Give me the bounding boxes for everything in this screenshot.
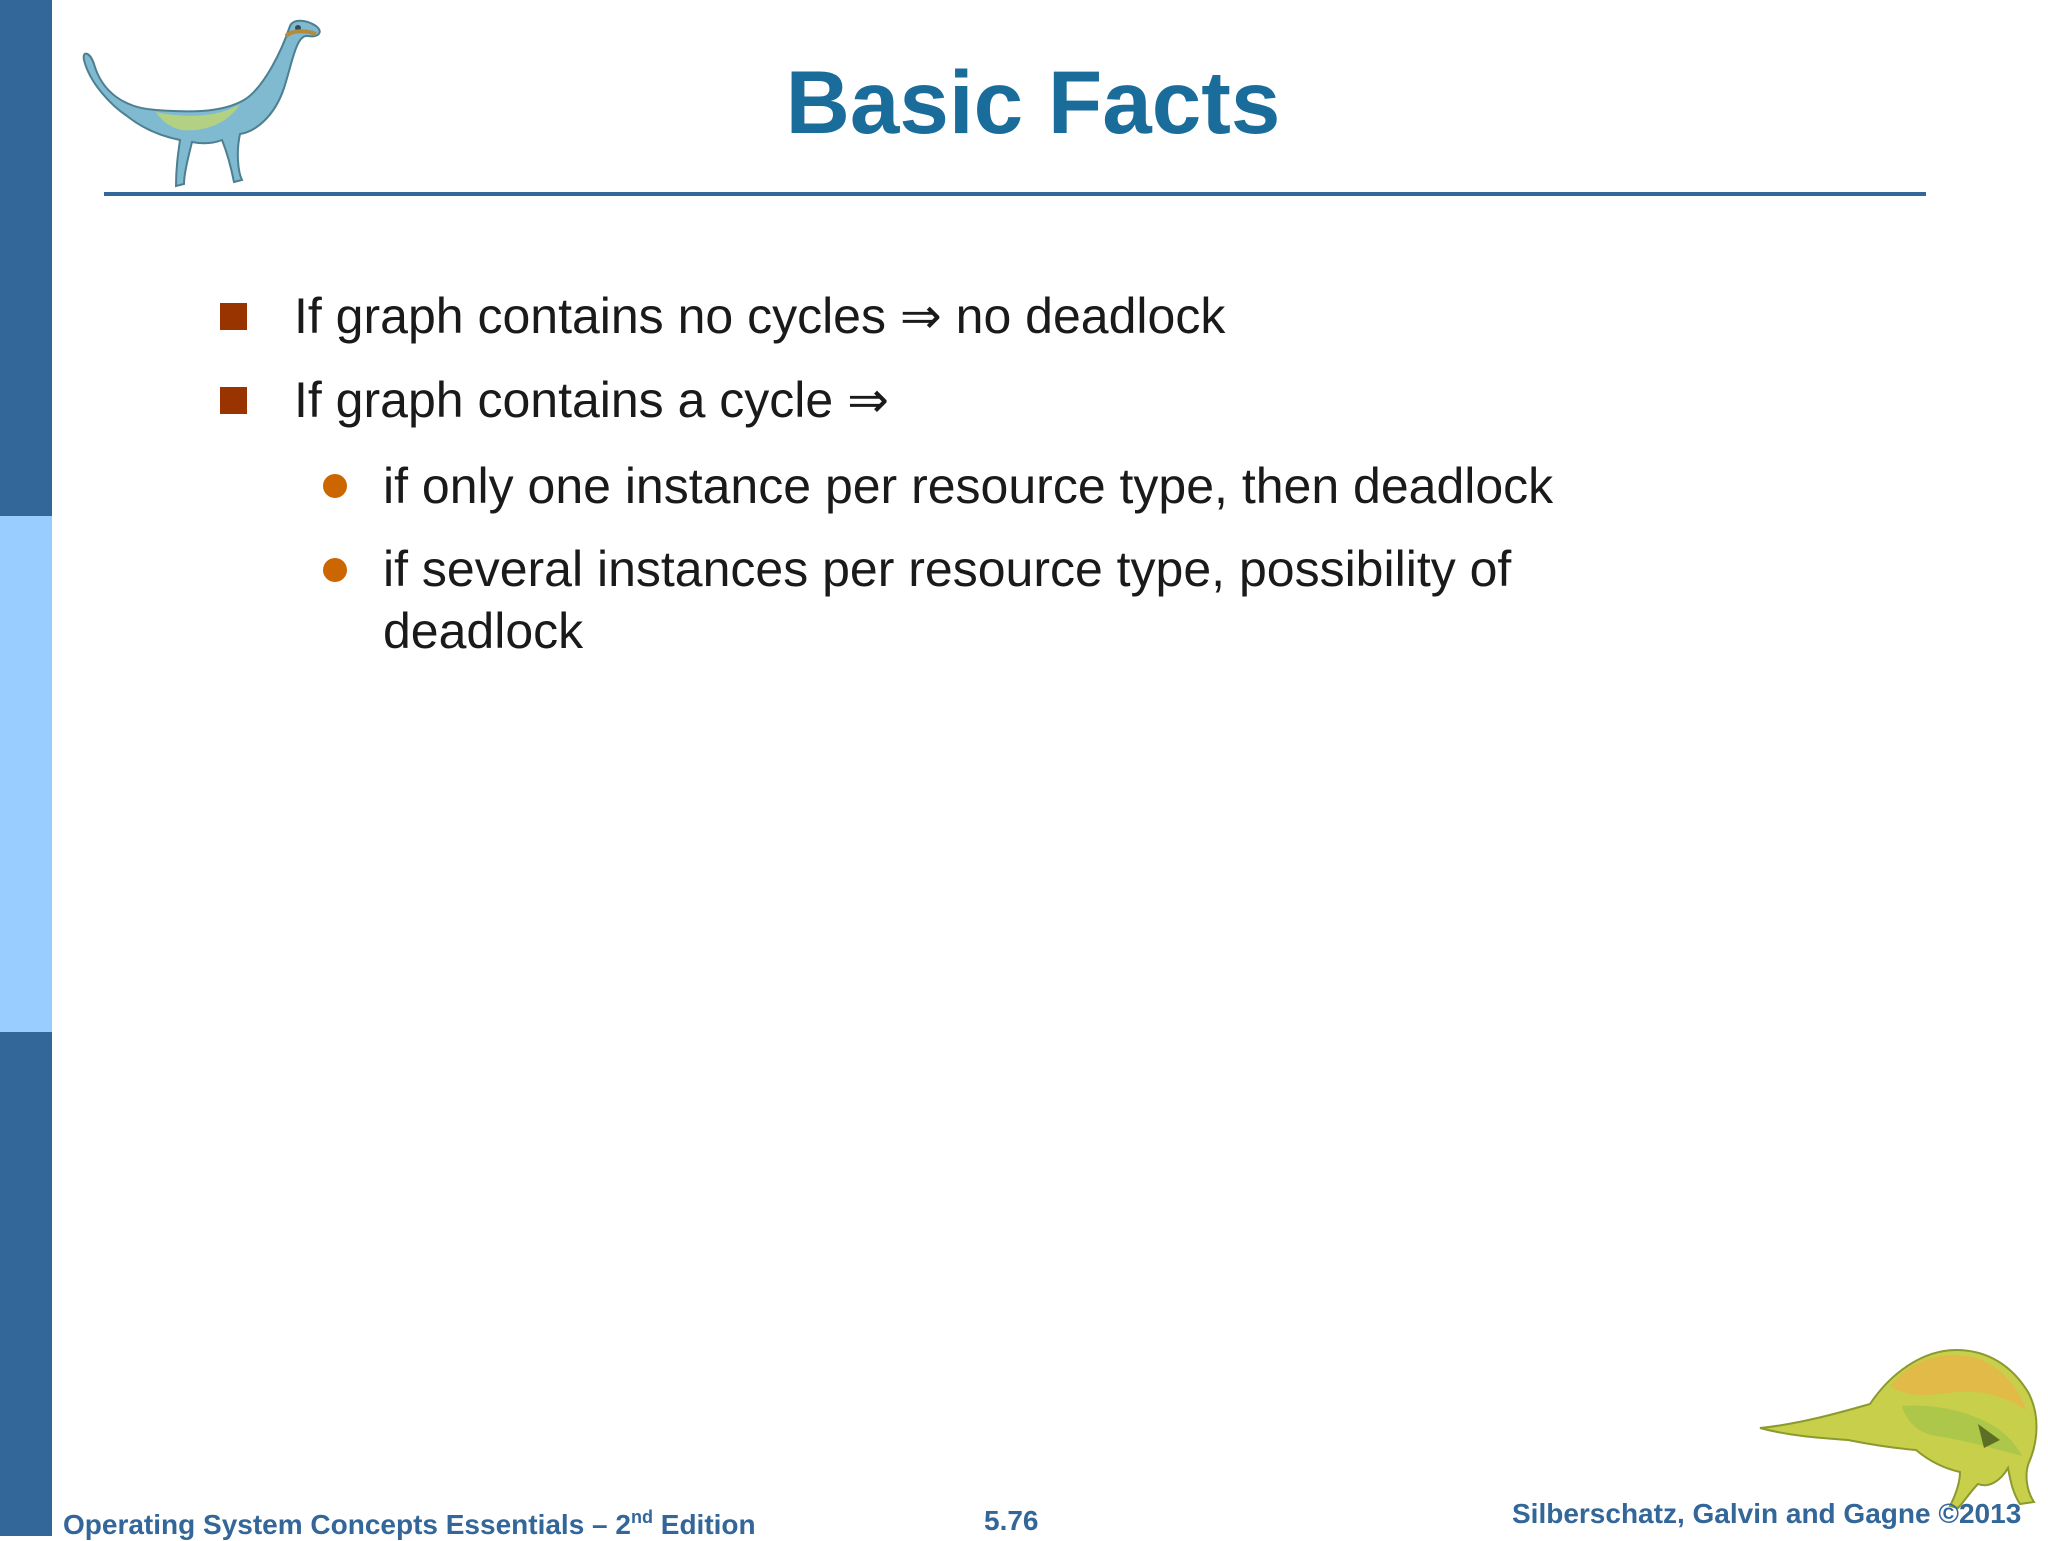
dot-bullet-icon [323, 474, 347, 498]
footer-book-edition-superscript: nd [630, 1507, 653, 1527]
sub-bullet-item: if only one instance per resource type, then deadlock [383, 458, 1554, 514]
footer-book-title-prefix: Operating System Concepts Essentials – 2 [63, 1509, 631, 1540]
square-bullet-icon [220, 303, 247, 330]
square-bullet-icon [220, 387, 247, 414]
sub-bullet-item: if several instances per resource type, possibility of deadlock [383, 541, 1512, 659]
dinosaur-bottom-right-icon [1752, 1332, 2044, 1512]
footer-slide-number: 5.76 [984, 1505, 1039, 1536]
title-divider [104, 192, 1926, 196]
footer-copyright: Silberschatz, Galvin and Gagne ©2013 [1512, 1498, 2022, 1529]
dot-bullet-icon [323, 558, 347, 582]
footer-book-title-suffix: Edition [652, 1509, 756, 1540]
slide-title: Basic Facts [785, 52, 1281, 152]
bullet-item: If graph contains a cycle ⇒ [294, 372, 889, 428]
bullet-item: If graph contains no cycles ⇒ no deadlock [294, 288, 1226, 344]
left-accent-bar-highlight [0, 516, 52, 1032]
